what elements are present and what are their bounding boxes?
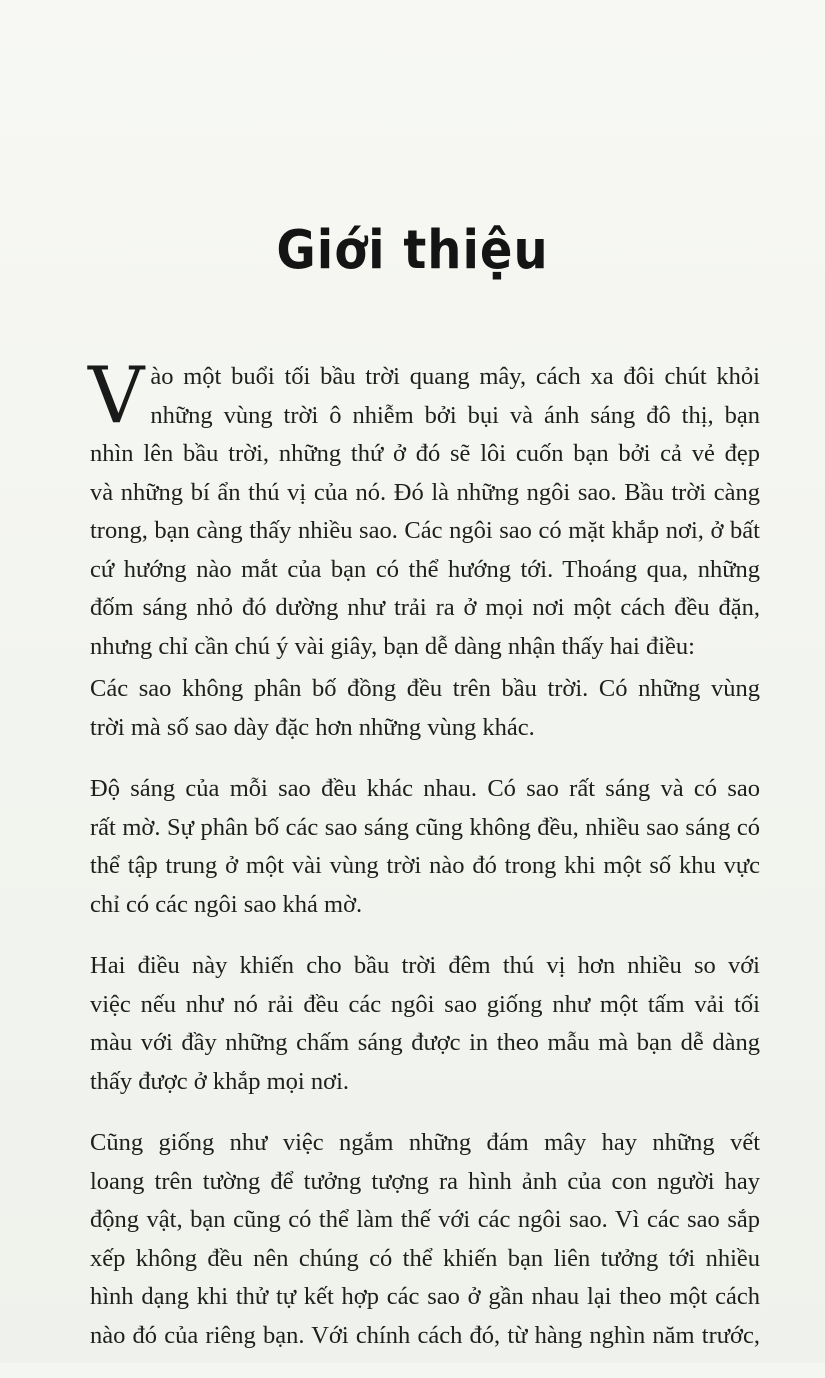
drop-cap: V bbox=[88, 351, 145, 441]
text-line: thấy được ở khắp mọi nơi. bbox=[90, 1067, 349, 1095]
text-line: nào đó của riêng bạn. Với chính cách đó, từ hàng nghìn năm trước, bbox=[90, 1321, 760, 1349]
text-line: hình dạng khi thử tự kết hợp các sao ở gần nhau lại theo một cách bbox=[90, 1283, 760, 1310]
text-line: trời mà số sao dày đặc hơn những vùng khác. bbox=[90, 713, 535, 741]
text-line: nhìn lên bầu trời, những thứ ở đó sẽ lôi cuốn bạn bởi cả vẻ đẹp bbox=[90, 440, 760, 467]
text-line: Các sao không phân bố đồng đều trên bầu trời. Có những vùng bbox=[90, 675, 760, 702]
chapter-title: Giới thiệu bbox=[276, 218, 549, 282]
text-line: chỉ có các ngôi sao khá mờ. bbox=[90, 890, 363, 918]
text-line: trong, bạn càng thấy nhiều sao. Các ngôi sao có mặt khắp nơi, ở bất bbox=[90, 517, 760, 544]
text-line: nhưng chỉ cần chú ý vài giây, bạn dễ dàng nhận thấy hai điều: bbox=[90, 632, 695, 660]
paragraph-2 bbox=[90, 670, 760, 747]
paragraph-1 bbox=[88, 351, 760, 666]
paragraph-4 bbox=[90, 947, 760, 1101]
text-line: rất mờ. Sự phân bố các sao sáng cũng không đều, nhiều sao sáng có bbox=[90, 813, 760, 841]
text-line: việc nếu như nó rải đều các ngôi sao giống như một tấm vải tối bbox=[90, 990, 760, 1018]
text-line: cứ hướng nào mắt của bạn có thể hướng tới. Thoáng qua, những bbox=[90, 555, 760, 583]
paragraph-3 bbox=[90, 770, 760, 924]
text-line: loang trên tường để tưởng tượng ra hình ảnh của con người hay bbox=[90, 1167, 760, 1195]
chapter-body bbox=[88, 351, 760, 1378]
text-line: Độ sáng của mỗi sao đều khác nhau. Có sao rất sáng và có sao bbox=[90, 775, 760, 802]
text-line: Cũng giống như việc ngắm những đám mây hay những vết bbox=[90, 1129, 760, 1156]
text-line: thể tập trung ở một vài vùng trời nào đó trong khi một số khu vực bbox=[90, 852, 760, 879]
text-line: những vùng trời ô nhiễm bởi bụi và ánh sáng đô thị, bạn bbox=[150, 401, 760, 429]
text-line: ào một buổi tối bầu trời quang mây, cách xa đôi chút khỏi bbox=[150, 363, 760, 390]
paragraph-5 bbox=[90, 1124, 760, 1355]
text-line: đốm sáng nhỏ đó dường như trải ra ở mọi nơi một cách đều đặn, bbox=[90, 594, 760, 621]
text-line: xếp không đều nên chúng có thể khiến bạn liên tưởng tới nhiều bbox=[90, 1244, 760, 1272]
text-line: màu với đầy những chấm sáng được in theo mẫu mà bạn dễ dàng bbox=[90, 1029, 760, 1056]
text-line: và những bí ẩn thú vị của nó. Đó là những ngôi sao. Bầu trời càng bbox=[90, 478, 760, 506]
text-line: động vật, bạn cũng có thể làm thế với các ngôi sao. Vì các sao sắp bbox=[90, 1206, 760, 1233]
text-line: Hai điều này khiến cho bầu trời đêm thú vị hơn nhiều so với bbox=[90, 952, 760, 979]
